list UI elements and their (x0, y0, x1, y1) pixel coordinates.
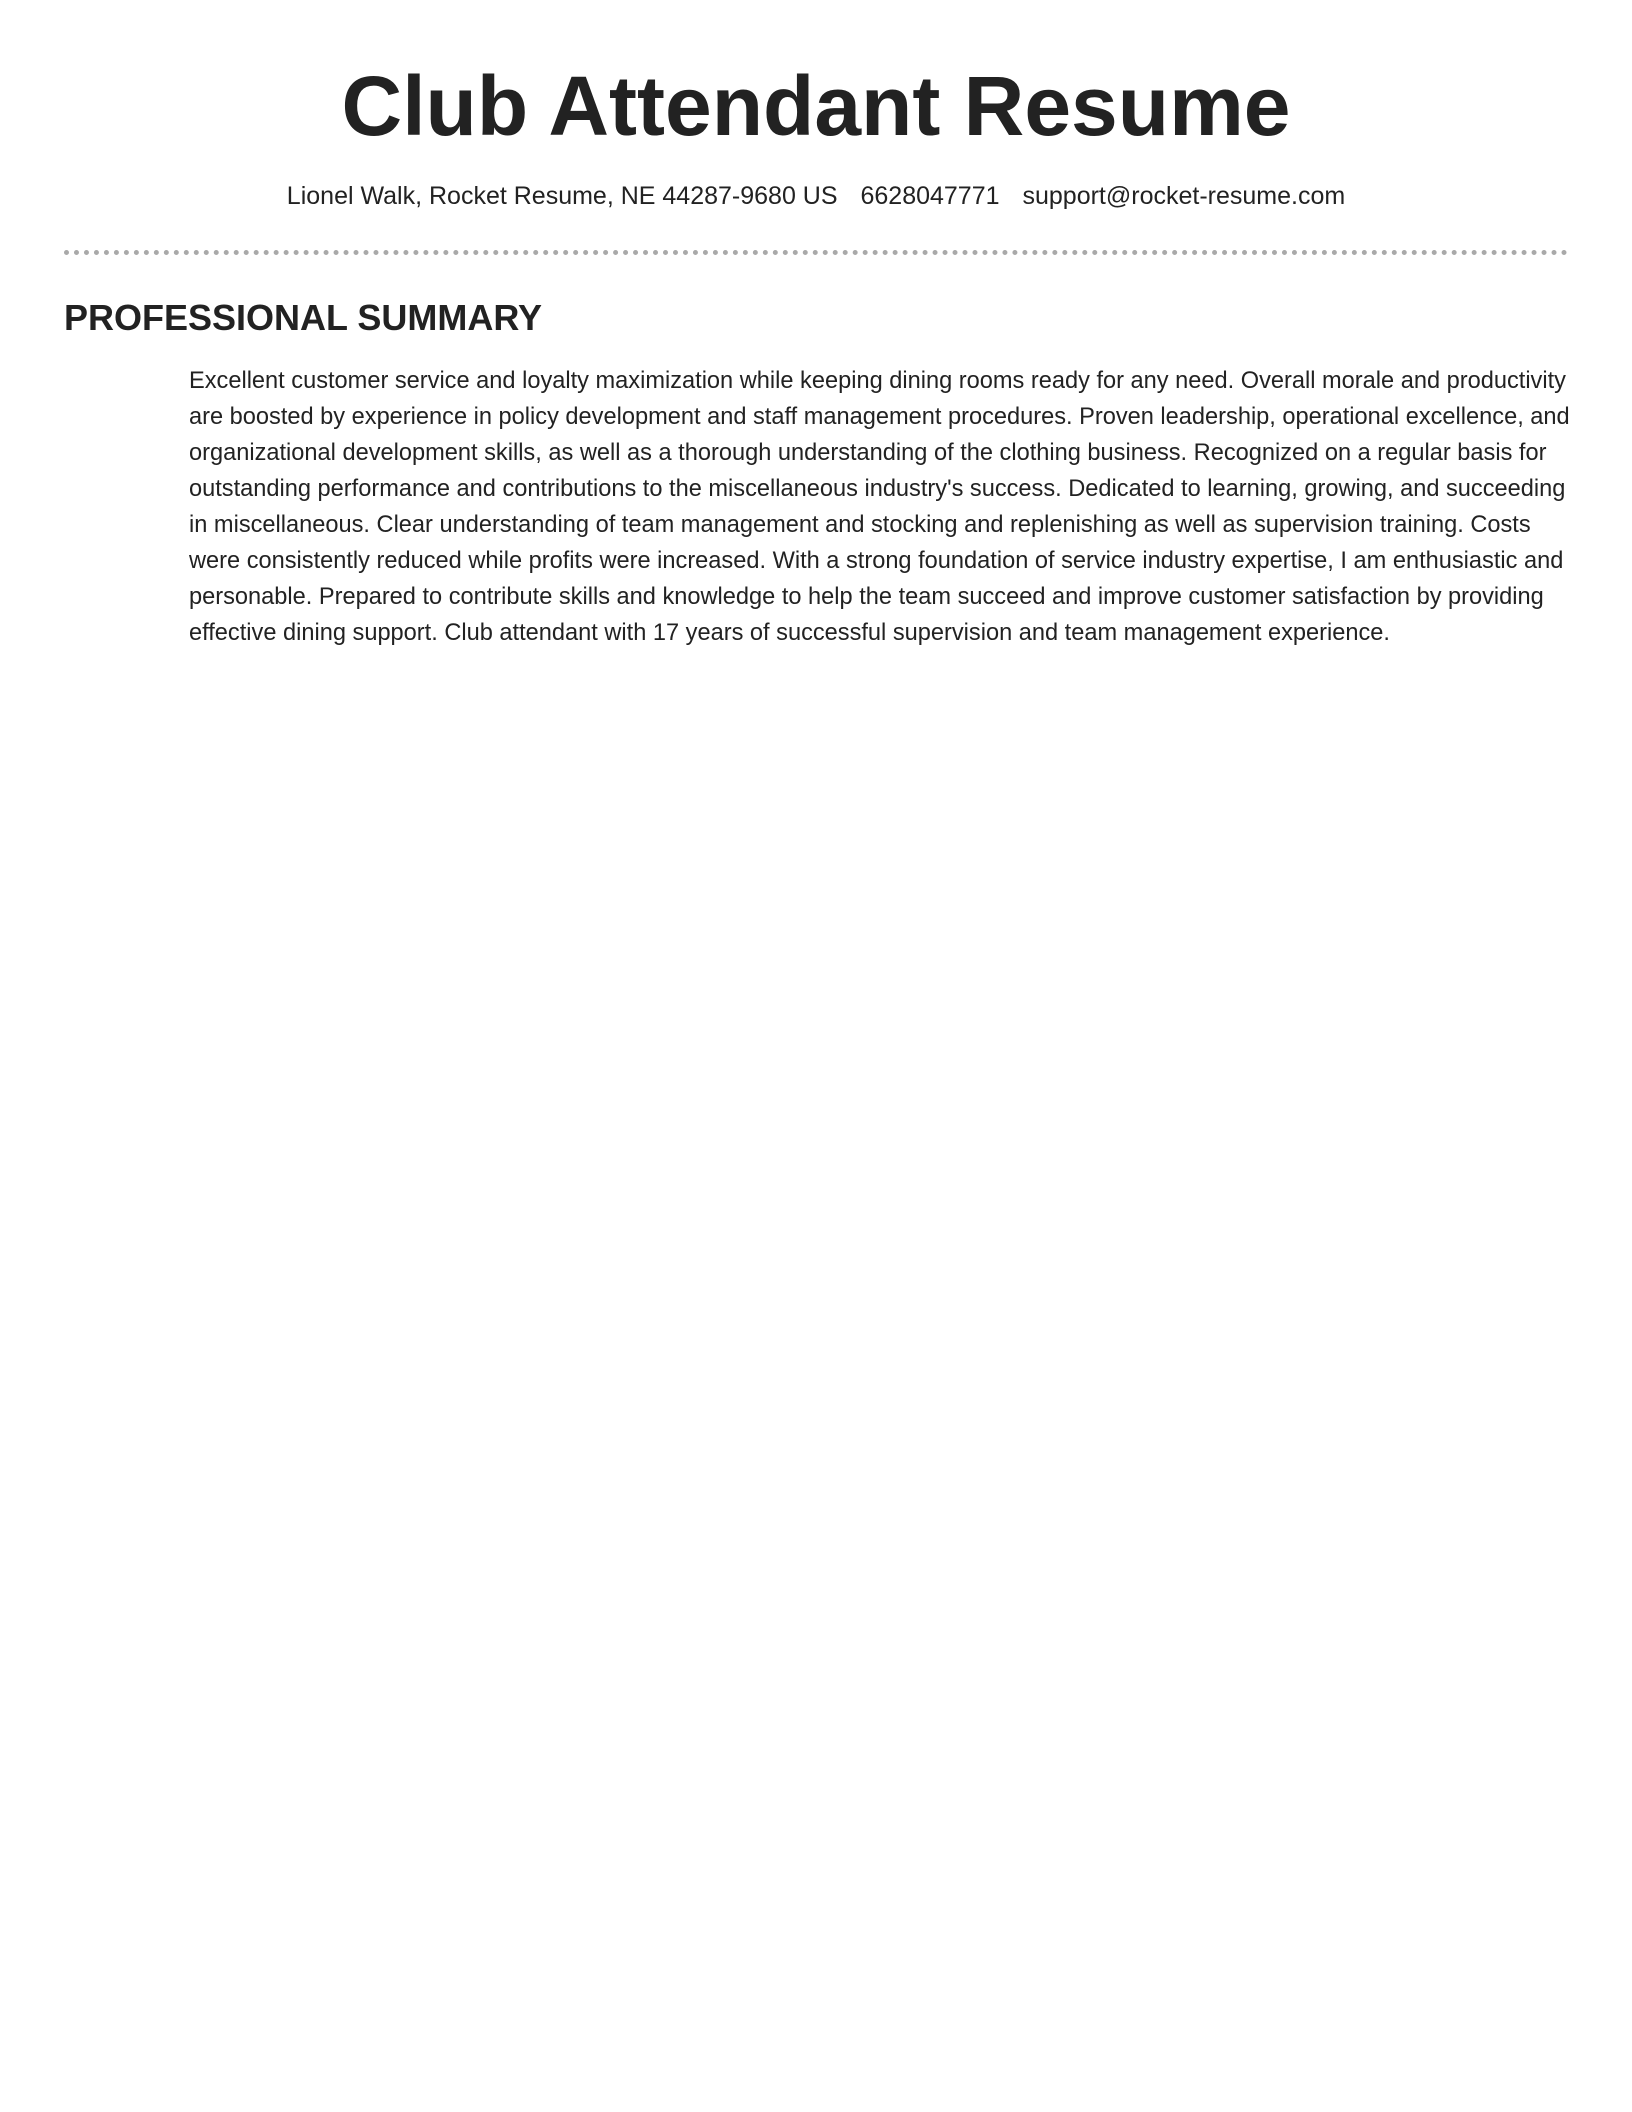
summary-text: Excellent customer service and loyalty maximization while keeping dining rooms ready for any need. Overall morale and productivity are boosted by experience in policy development and staff management procedures. Proven leadership, operational excellence, and organizational development skills, as well as a thorough understanding of the clothing business. Recognized on a regular basis for outstanding performance and contributions to the miscellaneous industry's success. Dedicated to learning, growing, and succeeding in miscellaneous. Clear understanding of team management and stocking and replenishing as well as supervision training. Costs were consistently reduced while profits were increased. With a strong foundation of service industry expertise, I am enthusiastic and personable. Prepared to contribute skills and knowledge to help the team succeed and improve customer satisfaction by providing effective dining support. Club attendant with 17 years of successful supervision and team management experience. (189, 368, 1570, 646)
contact-phone: 6628047771 (860, 182, 1000, 210)
contact-address: Lionel Walk, Rocket Resume, NE 44287-9680 US (286, 182, 838, 210)
summary-section (189, 363, 1570, 651)
contact-email: support@rocket-resume.com (1022, 182, 1346, 210)
header-divider (64, 250, 1568, 255)
contact-line (64, 180, 1568, 212)
summary-heading: PROFESSIONAL SUMMARY (64, 297, 543, 338)
page-title: Club Attendant Resume (341, 59, 1291, 153)
